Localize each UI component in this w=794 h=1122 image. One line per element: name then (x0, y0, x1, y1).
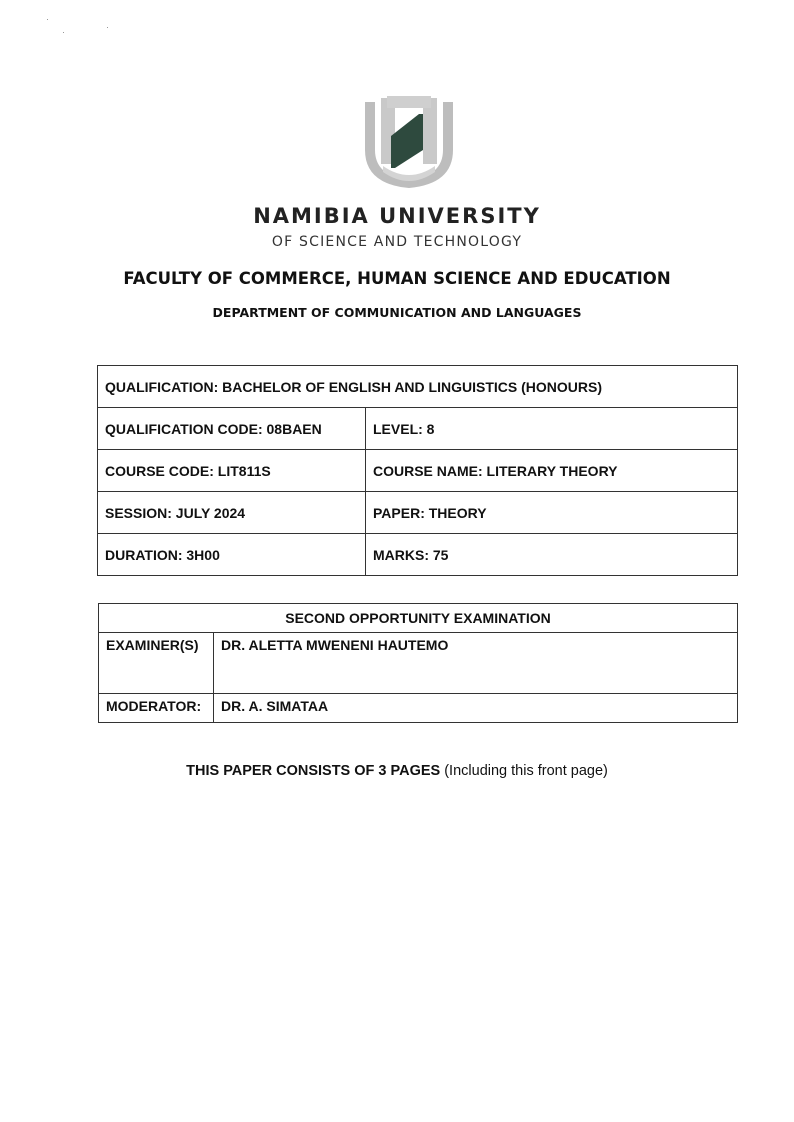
table-row (98, 366, 738, 408)
course-info-table (97, 365, 738, 576)
scan-speck: · (106, 22, 109, 32)
marks-cell: MARKS: 75 (366, 534, 738, 576)
course-code-cell: COURSE CODE: LIT811S (98, 450, 366, 492)
university-subtitle: OF SCIENCE AND TECHNOLOGY (271, 234, 523, 250)
exam-info-table (98, 603, 738, 723)
qualification-code-cell: QUALIFICATION CODE: 08BAEN (98, 408, 366, 450)
table-row (98, 492, 738, 534)
page-count-parenthetical: (Including this front page) (440, 763, 608, 779)
duration-cell: DURATION: 3H00 (98, 534, 366, 576)
table-row (98, 450, 738, 492)
table-row (98, 408, 738, 450)
scan-speck: · (62, 27, 65, 37)
paper-cell: PAPER: THEORY (366, 492, 738, 534)
faculty-title: FACULTY OF COMMERCE, HUMAN SCIENCE AND EDUCATION (123, 269, 671, 288)
course-name-cell: COURSE NAME: LITERARY THEORY (366, 450, 738, 492)
scan-speck: · (46, 14, 49, 24)
university-name: NAMIBIA UNIVERSITY (253, 204, 541, 228)
table-row (99, 633, 738, 694)
examiner-value: DR. ALETTA MWENENI HAUTEMO (214, 633, 738, 694)
table-row (98, 534, 738, 576)
table-row (99, 604, 738, 633)
level-cell: LEVEL: 8 (366, 408, 738, 450)
examiner-label: EXAMINER(S) (99, 633, 214, 694)
moderator-label: MODERATOR: (99, 694, 214, 723)
university-logo (357, 92, 461, 192)
session-cell: SESSION: JULY 2024 (98, 492, 366, 534)
moderator-value: DR. A. SIMATAA (214, 694, 738, 723)
page-count-note (0, 763, 794, 779)
department-title: DEPARTMENT OF COMMUNICATION AND LANGUAGES (212, 305, 582, 320)
qualification-cell: QUALIFICATION: BACHELOR OF ENGLISH AND LINGUISTICS (HONOURS) (98, 366, 738, 408)
table-row (99, 694, 738, 723)
page-count-bold: THIS PAPER CONSISTS OF 3 PAGES (186, 763, 441, 779)
exam-title-cell: SECOND OPPORTUNITY EXAMINATION (99, 604, 738, 633)
